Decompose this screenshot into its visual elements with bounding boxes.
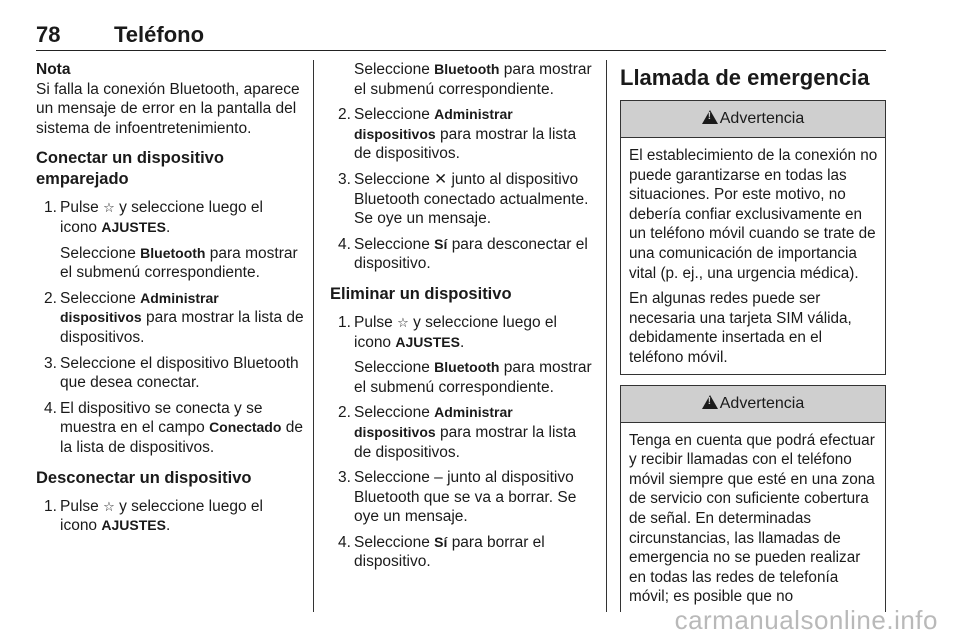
- list-item: 2. Seleccione Administrar dispositivos para mostrar la lista de dispositivos.: [338, 404, 577, 461]
- chapter-title: Teléfono: [114, 22, 205, 47]
- list-item: 2. Seleccione Administrar dispositivos para mostrar la lista de dispositivos.: [44, 289, 304, 346]
- list-item: 3. Seleccione ✕ junto al dispositivo Bluetooth conectado actualmente. Se oye un mensaje.: [338, 170, 589, 228]
- list-item: 1. Pulse ☆ y seleccione luego el icono AJUSTES. Seleccione Bluetooth para mostrar el submenú correspondiente.: [44, 199, 298, 282]
- list-item: 4. Seleccione Sí para desconectar el dispositivo.: [338, 235, 588, 273]
- warning-header: [621, 101, 885, 138]
- list-item: 3. Seleccione el dispositivo Bluetooth que desea conectar.: [44, 354, 299, 392]
- column-3: [620, 60, 886, 622]
- warning-text: En algunas redes puede ser necesaria una tarjeta SIM válida, debidamente insertada en el teléfono móvil.: [629, 290, 852, 366]
- steps-connect: [36, 198, 304, 457]
- section-title-connect: Conectar un dispositivo emparejado: [36, 149, 224, 189]
- warning-label: Advertencia: [719, 394, 805, 412]
- steps-disconnect-cont: [330, 105, 592, 274]
- warning-body: [621, 423, 885, 612]
- home-icon: ☆: [103, 200, 115, 216]
- warning-box: [620, 385, 886, 612]
- warning-text: Tenga en cuenta que podrá efectuar y recibir llamadas con el teléfono móvil siempre que esté en una zona de servicio con suficiente cobertura de señal. En determinadas circunstancias, las llamadas de emergencia no se pueden realizar en todas las redes de telefonía móvil; es posible que no: [629, 431, 875, 606]
- list-item: 3. Seleccione – junto al dispositivo Bluetooth que se va a borrar. Se oye un mensaje.: [338, 469, 577, 526]
- minus-icon: –: [434, 469, 443, 487]
- section-title-delete: Eliminar un dispositivo: [330, 284, 512, 303]
- warning-body: [621, 138, 885, 374]
- close-icon: ✕: [434, 170, 448, 188]
- list-item: 2. Seleccione Administrar dispositivos para mostrar la lista de dispositivos.: [338, 106, 577, 163]
- list-item: 1. Pulse ☆ y seleccione luego el icono AJUSTES.: [44, 497, 263, 535]
- warning-box: [620, 100, 886, 375]
- section-title-disconnect: Desconectar un dispositivo: [36, 468, 252, 487]
- list-item: 4. El dispositivo se conecta y se muestra en el campo Conectado de la lista de dispositivos.: [44, 399, 303, 456]
- column-2: [330, 60, 592, 578]
- list-item: 1. Pulse ☆ y seleccione luego el icono AJUSTES. Seleccione Bluetooth para mostrar el submenú correspondiente.: [338, 313, 592, 396]
- warning-label: Advertencia: [719, 110, 805, 127]
- list-item: 4. Seleccione Sí para borrar el dispositivo.: [338, 533, 545, 571]
- page-header: [36, 22, 886, 51]
- steps-delete: [330, 313, 592, 572]
- column-divider: [606, 60, 607, 612]
- warning-header: [621, 386, 885, 423]
- continued-step: Seleccione Bluetooth para mostrar el submenú correspondiente.: [354, 61, 592, 98]
- home-icon: ☆: [397, 314, 409, 330]
- home-icon: ☆: [103, 498, 115, 514]
- note-text: Si falla la conexión Bluetooth, aparece un mensaje de error en la pantalla del sistema de infoentretenimiento.: [36, 80, 300, 137]
- page-number: 78: [36, 22, 61, 47]
- note-box: [36, 60, 304, 138]
- section-title-emergency: Llamada de emergencia: [620, 65, 870, 90]
- warning-icon: [702, 110, 718, 124]
- column-1: [36, 60, 304, 542]
- warning-icon: [702, 395, 718, 409]
- steps-disconnect: [36, 497, 304, 536]
- note-title: Nota: [36, 61, 71, 78]
- column-divider: [313, 60, 314, 612]
- warning-text: El establecimiento de la conexión no puede garantizarse en todas las situaciones. Por este motivo, no debería confiar exclusivamente en un teléfono móvil cuando se trate de una comunicación de importancia vital (p. ej., una urgencia médica).: [629, 147, 878, 282]
- watermark: carmanualsonline.info: [674, 605, 938, 635]
